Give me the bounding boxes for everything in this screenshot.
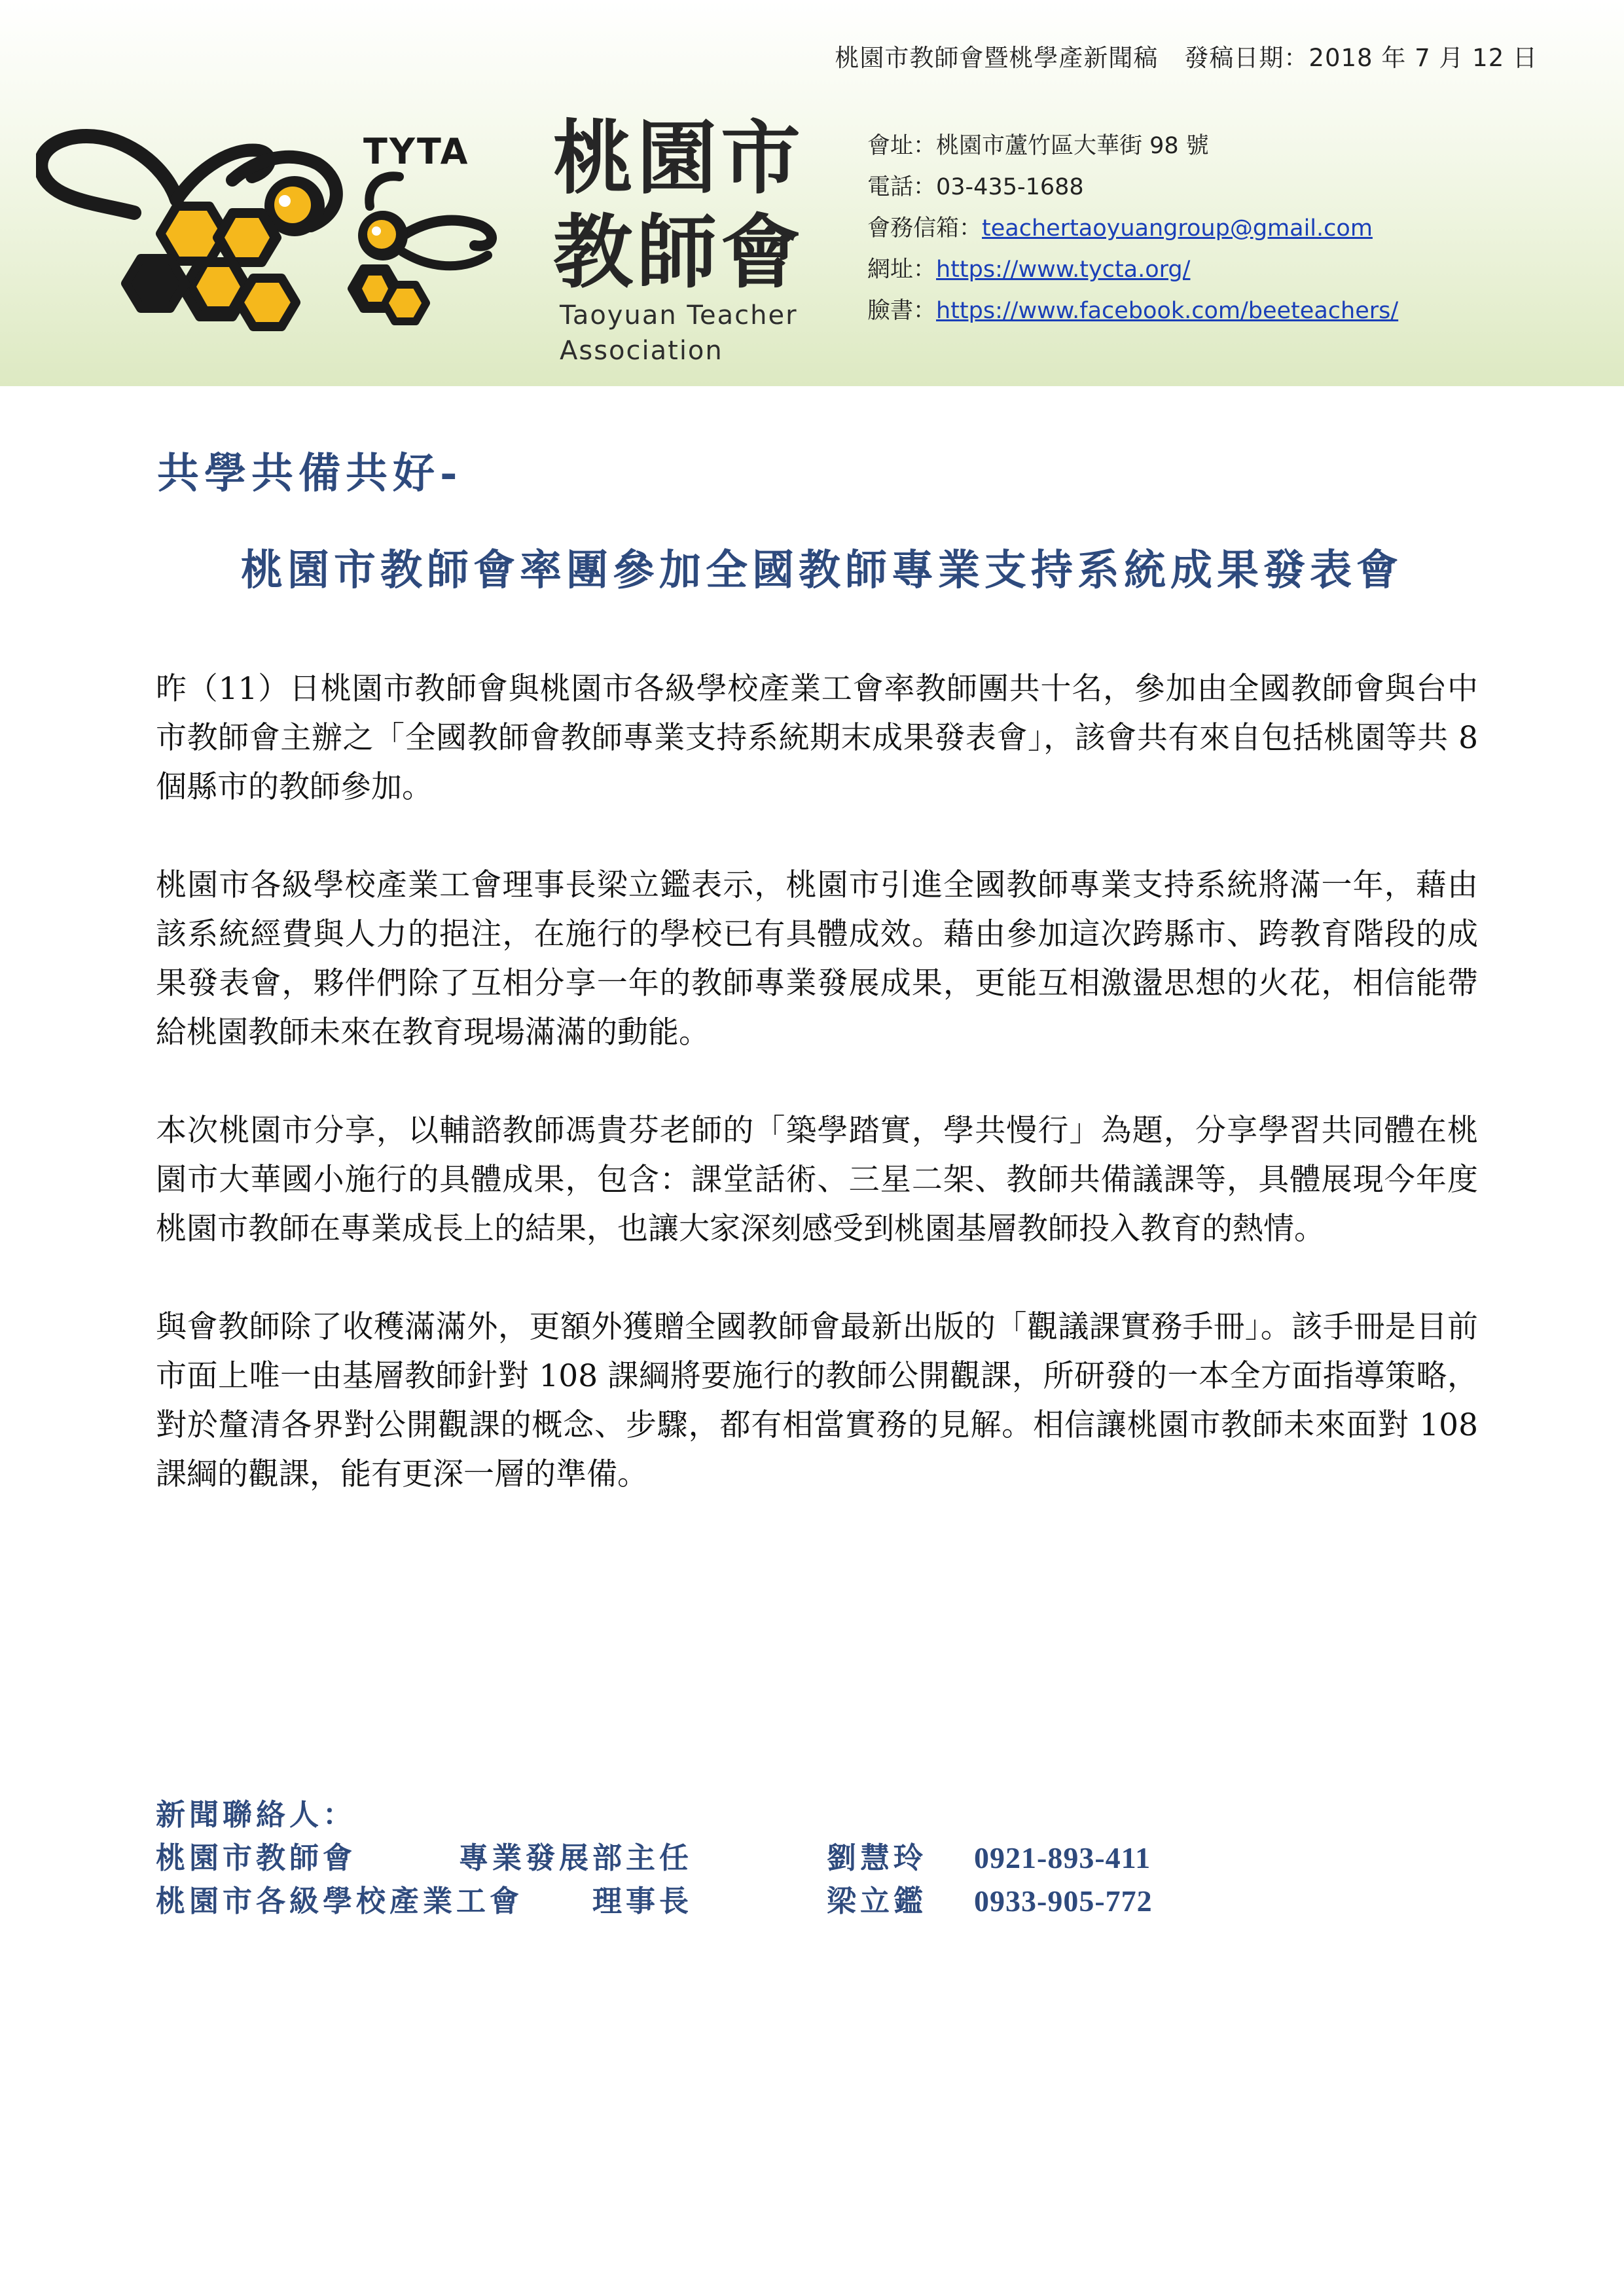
contact-org: 桃園市各級學校產業工會 <box>156 1884 524 1918</box>
org-name-english <box>560 298 798 368</box>
contact-row <box>156 1837 1269 1880</box>
website-link[interactable]: https://www.tycta.org/ <box>936 257 1191 283</box>
org-name-en-line2: Association <box>560 336 723 366</box>
contact-name: 梁立鑑 <box>827 1884 928 1918</box>
org-name-chinese <box>553 111 815 300</box>
email-row <box>867 208 1398 249</box>
paragraph: 本次桃園市分享，以輔諮教師馮貴芬老師的「築學踏實，學共慢行」為題，分享學習共同體在桃園市大華國小施行的具體成果，包含：課堂話術、三星二架、教師共備議課等，具體展現今年度桃園市教師在專業成長上的結果，也讓大家深刻感受到桃園基層教師投入教育的熱情。 <box>156 1113 1478 1247</box>
release-label: 桃園市教師會暨桃學產新聞稿 <box>835 44 1159 72</box>
release-date: 發稿日期：2018 年 7 月 12 日 <box>1184 44 1538 72</box>
paragraph: 與會教師除了收穫滿滿外，更額外獲贈全國教師會最新出版的「觀議課實務手冊」。該手冊是目前市面上唯一由基層教師針對 108 課綱將要施行的教師公開觀課，所研發的一本全方面指導策略，對於釐清各界對公開觀課的概念、步驟，都有相當實務的見解。相信讓桃園市教師未來面對 108 課綱的觀課，能有更深一層的準備。 <box>156 1309 1478 1492</box>
email-link[interactable]: teachertaoyuangroup@gmail.com <box>982 215 1373 242</box>
phone-row <box>867 167 1398 208</box>
headline-line1: 共學共備共好- <box>157 449 463 498</box>
website-row <box>867 249 1398 291</box>
address-label: 會址： <box>867 133 937 159</box>
facebook-label: 臉書： <box>867 298 937 324</box>
paragraph: 昨（11）日桃園市教師會與桃園市各級學校產業工會率教師團共十名，參加由全國教師會與台中市教師會主辦之「全國教師會教師專業支持系統期末成果發表會」，該會共有來自包括桃園等共 8 個縣市的教師參加。 <box>156 671 1478 805</box>
logo-text: TYTA <box>363 131 470 172</box>
release-info <box>835 38 1538 73</box>
contact-phone: 0921-893-411 <box>974 1841 1151 1874</box>
bee-logo-icon <box>36 88 520 357</box>
phone-value: 03-435-1688 <box>936 174 1084 200</box>
phone-label: 電話： <box>867 174 937 200</box>
address-row <box>867 126 1398 167</box>
facebook-link[interactable]: https://www.facebook.com/beeteachers/ <box>936 298 1399 324</box>
contact-role: 理事長 <box>592 1884 693 1918</box>
contact-name: 劉慧玲 <box>827 1840 928 1875</box>
website-label: 網址： <box>867 257 937 283</box>
contact-phone: 0933-905-772 <box>974 1884 1153 1918</box>
org-name-en-line1: Taoyuan Teacher <box>560 300 798 331</box>
headline-line2: 桃園市教師會率團參加全國教師專業支持系統成果發表會 <box>241 546 1403 595</box>
paragraph: 桃園市各級學校產業工會理事長梁立鑑表示，桃園市引進全國教師專業支持系統將滿一年，藉由該系統經費與人力的挹注，在施行的學校已有具體成效。藉由參加這次跨縣市、跨教育階段的成果發表會，夥伴們除了互相分享一年的教師專業發展成果，更能互相激盪思想的火花，相信能帶給桃園教師未來在教育現場滿滿的動能。 <box>156 867 1478 1050</box>
org-name-line2: 教師會 <box>553 206 804 299</box>
press-contacts-label: 新聞聯絡人： <box>156 1797 357 1832</box>
email-label: 會務信箱： <box>867 215 983 242</box>
contact-role: 專業發展部主任 <box>458 1840 693 1875</box>
contact-org: 桃園市教師會 <box>156 1840 357 1875</box>
article-body <box>156 664 1478 1548</box>
address-value: 桃園市蘆竹區大華街 98 號 <box>936 133 1209 159</box>
contact-row <box>156 1880 1269 1923</box>
contact-info <box>867 126 1398 332</box>
facebook-row <box>867 291 1398 332</box>
press-contacts <box>156 1793 1269 1923</box>
org-name-line1: 桃園市 <box>553 112 804 205</box>
